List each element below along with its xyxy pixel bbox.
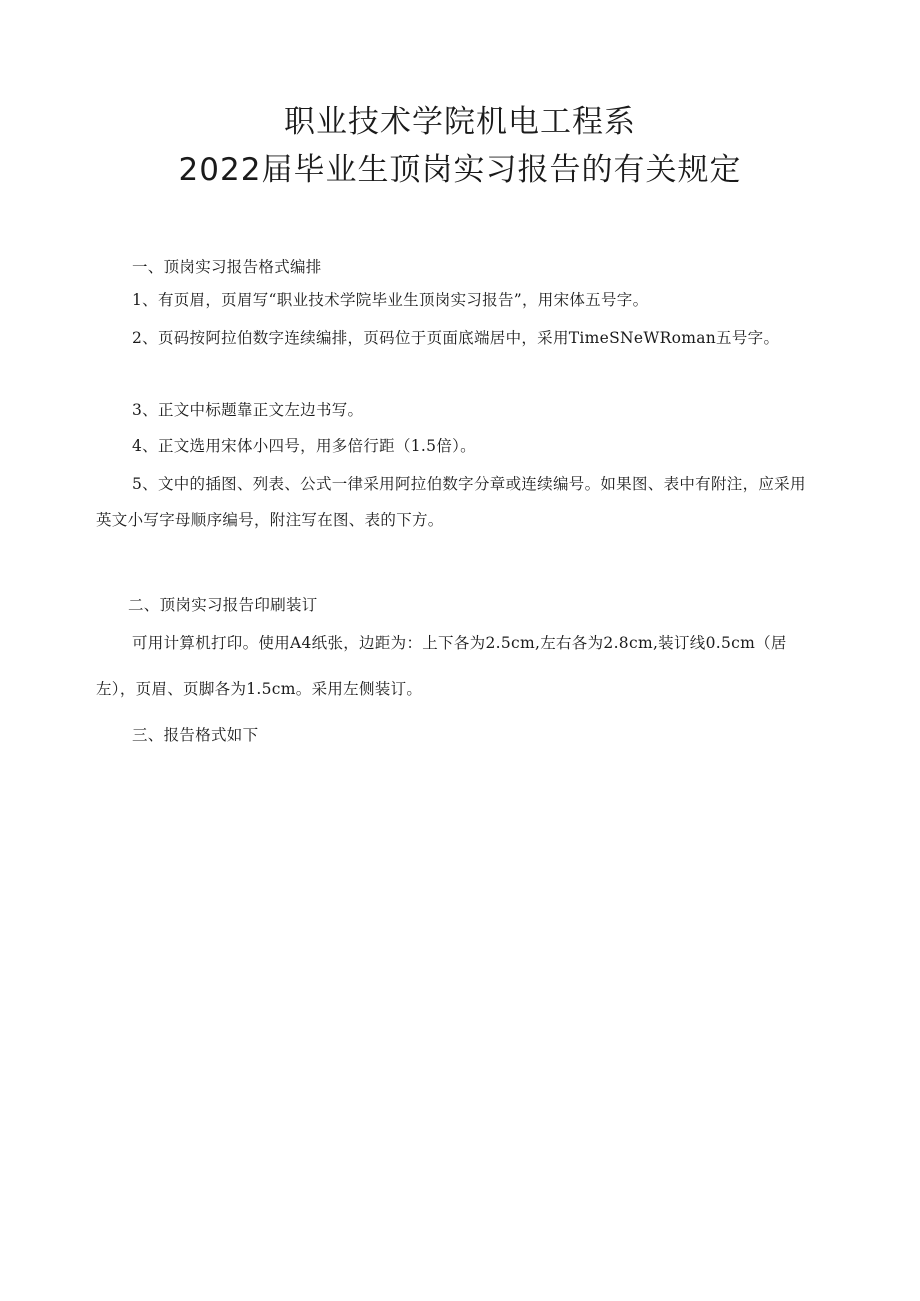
title-line-2: 2022届毕业生顶岗实习报告的有关规定 <box>178 152 742 188</box>
section-1-item-1: 1、有页眉，页眉写“职业技术学院毕业生顶岗实习报告”，用宋体五号字。 <box>132 291 649 309</box>
section-2-heading: 二、顶岗实习报告印刷装订 <box>128 596 318 614</box>
section-1-heading: 一、顶岗实习报告格式编排 <box>132 258 322 276</box>
document-title <box>0 98 920 194</box>
title-line-1: 职业技术学院机电工程系 <box>284 104 636 140</box>
section-3-heading: 三、报告格式如下 <box>132 726 259 744</box>
section-1-item-3: 3、正文中标题靠正文左边书写。 <box>132 401 364 419</box>
section-1-item-2: 2、页码按阿拉伯数字连续编排，页码位于页面底端居中，采用TimeSNeWRoman五号字。 <box>132 329 780 347</box>
section-1-item-4: 4、正文选用宋体小四号，用多倍行距（1.5倍）。 <box>132 437 476 455</box>
section-1-item-5: 5、文中的插图、列表、公式一律采用阿拉伯数字分章或连续编号。如果图、表中有附注，应采用英文小写字母顺序编号，附注写在图、表的下方。 <box>96 475 806 529</box>
section-2-body: 可用计算机打印。使用A4纸张，边距为：上下各为2.5cm,左右各为2.8cm,装订线0.5cm（居左），页眉、页脚各为1.5cm。采用左侧装订。 <box>96 634 787 698</box>
